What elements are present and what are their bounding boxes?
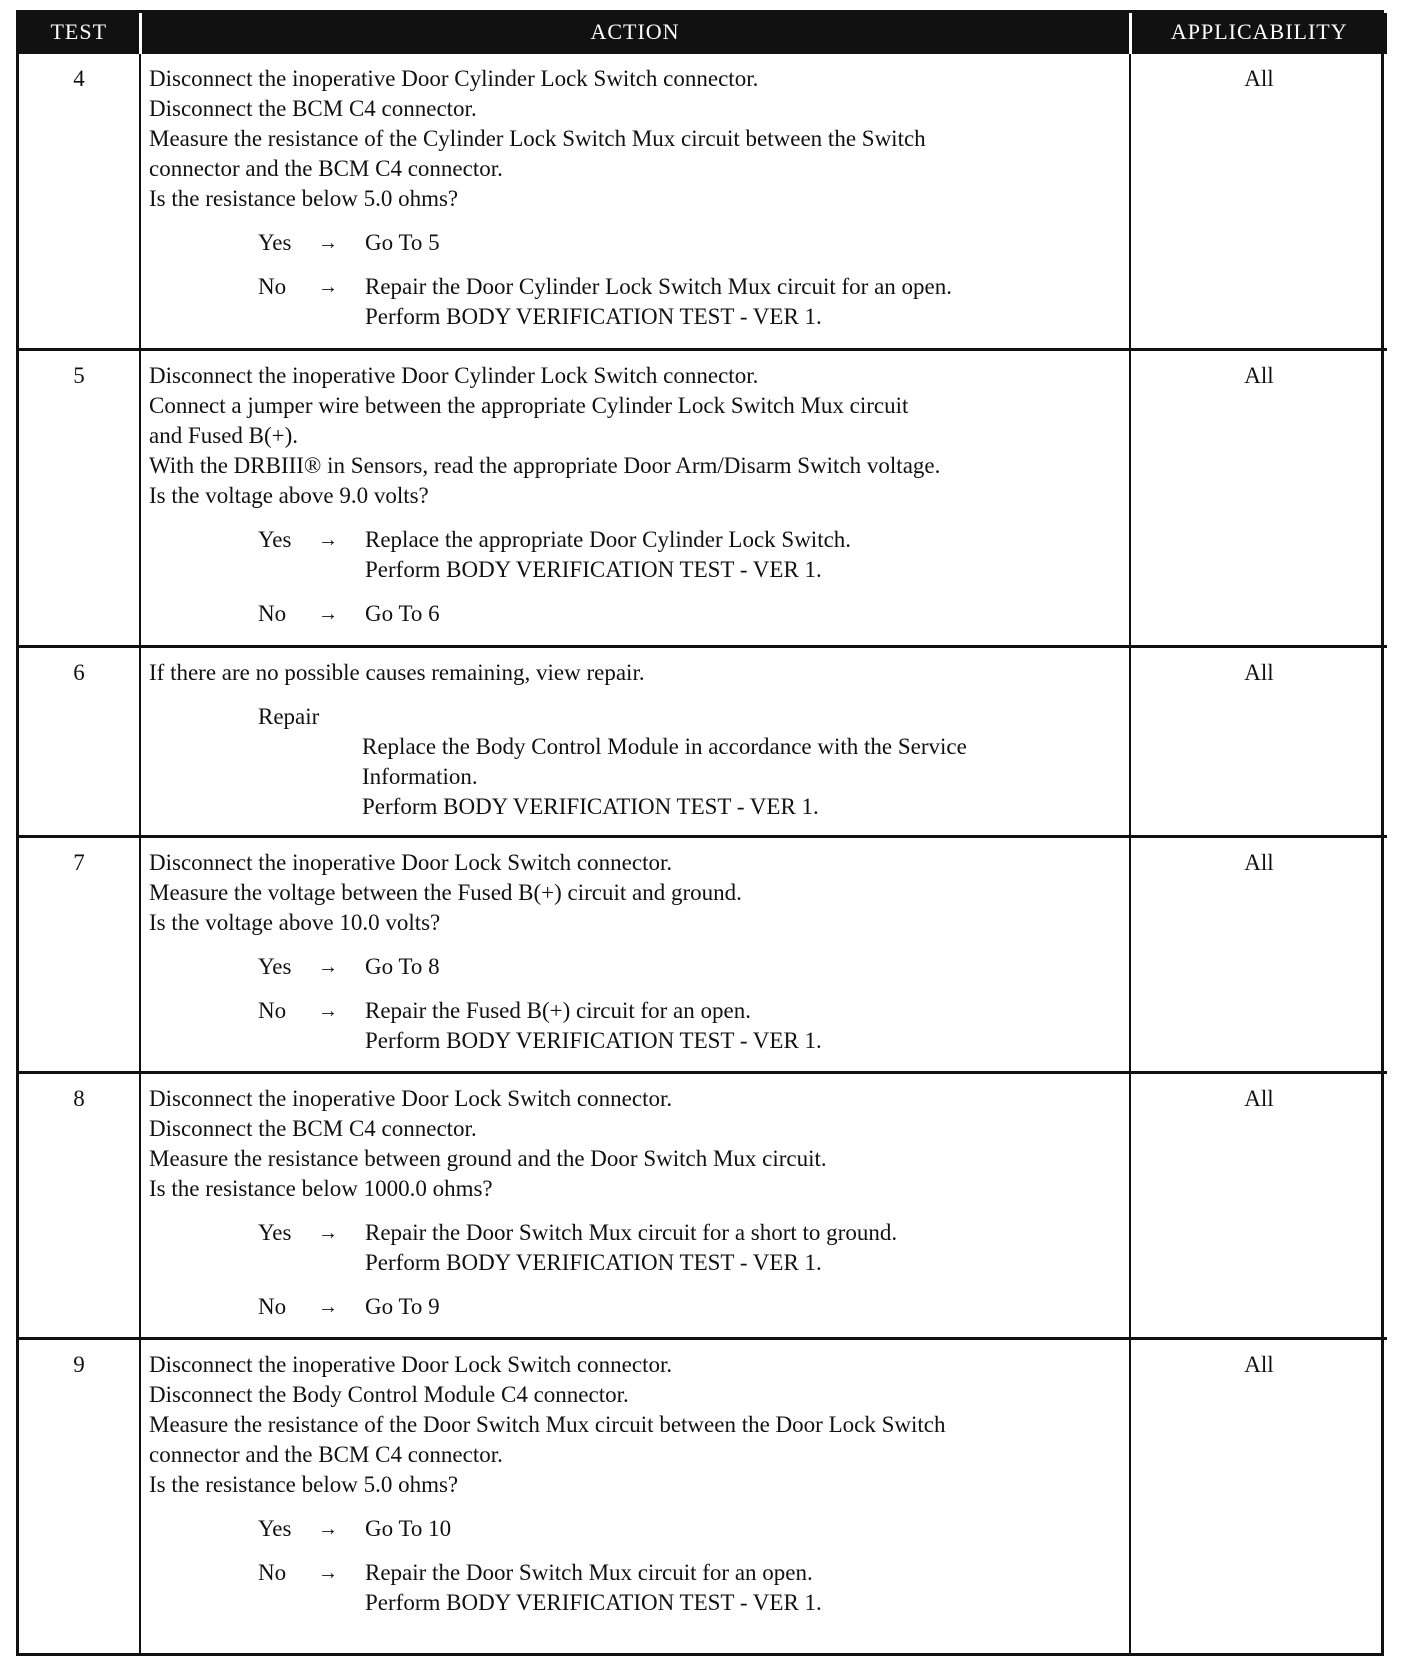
instruction-line: connector and the BCM C4 connector. [149,1442,503,1468]
instruction-line: Measure the voltage between the Fused B(+) circuit and ground. [149,880,742,906]
table-body [19,53,1387,1654]
outcome-result [365,599,440,629]
instruction-line: Is the resistance below 5.0 ohms? [149,1472,459,1498]
right-arrow-icon: → [318,602,338,625]
result-line: Perform BODY VERIFICATION TEST - VER 1. [365,1590,822,1616]
outcome-yes [149,1218,1121,1278]
right-arrow-icon: → [318,1296,338,1319]
outcome-no [149,272,1121,332]
applicability-value: All [1130,53,1387,350]
instruction-line: Disconnect the Body Control Module C4 connector. [149,1382,629,1408]
test-number: 9 [19,1339,140,1653]
outcome-label: No [258,274,287,299]
right-arrow-icon: → [318,232,338,254]
instruction-line: Measure the resistance of the Door Switch Mux circuit between the Door Lock Switch [149,1412,946,1438]
instruction-line: and Fused B(+). [149,422,299,448]
instruction-line: connector and the BCM C4 connector. [149,156,503,181]
table-row [19,1339,1387,1653]
table-row [19,349,1387,646]
test-number: 5 [19,349,140,646]
action-cell [140,837,1130,1073]
table-row [19,1073,1387,1339]
instruction-line: Disconnect the BCM C4 connector. [149,96,477,121]
test-number: 8 [19,1073,140,1339]
right-arrow-icon: → [318,1518,338,1541]
outcome-yes [149,952,1121,982]
outcome-result [365,1292,440,1322]
action-instructions [149,1350,1121,1500]
outcome-label: Yes [258,230,292,255]
result-line: Replace the appropriate Door Cylinder Lock Switch. [365,526,852,552]
applicability-value: All [1130,349,1387,646]
table-row [19,837,1387,1073]
outcome-yes [149,1514,1121,1544]
right-arrow-icon: → [318,528,338,551]
repair-line: Information. [362,763,478,789]
instruction-line: Disconnect the inoperative Door Lock Switch connector. [149,1086,673,1112]
outcome-result [365,272,952,332]
instruction-line: Disconnect the inoperative Door Lock Switch connector. [149,1352,673,1378]
outcome-result [365,996,822,1056]
applicability-value: All [1130,1339,1387,1653]
result-line: Repair the Fused B(+) circuit for an open. [365,998,751,1024]
test-number: 6 [19,646,140,837]
outcome-result [365,1218,897,1278]
instruction-line: Is the voltage above 9.0 volts? [149,482,429,508]
repair-instructions [258,732,1121,822]
instruction-line: Connect a jumper wire between the appropriate Cylinder Lock Switch Mux circuit [149,392,909,418]
outcome-label: Yes [258,1220,292,1246]
outcome-no [149,599,1121,629]
table-row [19,646,1387,837]
outcome-result [365,1558,822,1618]
action-cell [140,53,1130,350]
outcome-yes [149,228,1121,258]
outcome-result [365,1514,451,1544]
applicability-value: All [1130,837,1387,1073]
table-row [19,53,1387,350]
outcome-yes [149,525,1121,585]
applicability-value: All [1130,1073,1387,1339]
applicability-value: All [1130,646,1387,837]
instruction-line: Disconnect the BCM C4 connector. [149,1116,477,1142]
instruction-line: With the DRBIII® in Sensors, read the appropriate Door Arm/Disarm Switch voltage. [149,452,941,478]
instruction-line: Measure the resistance between ground and the Door Switch Mux circuit. [149,1146,827,1172]
instruction-line: If there are no possible causes remaining, view repair. [149,659,645,685]
instruction-line: Is the voltage above 10.0 volts? [149,910,441,936]
outcome-label: No [258,600,287,626]
result-line: Perform BODY VERIFICATION TEST - VER 1. [365,1028,822,1054]
result-line: Go To 10 [365,1516,452,1542]
action-instructions [149,848,1121,938]
action-cell [140,1339,1130,1653]
action-cell [140,1073,1130,1339]
result-line: Go To 5 [365,230,440,255]
repair-line: Replace the Body Control Module in accordance with the Service [362,733,967,759]
result-line: Repair the Door Switch Mux circuit for a short to ground. [365,1220,898,1246]
repair-line: Perform BODY VERIFICATION TEST - VER 1. [362,793,819,819]
right-arrow-icon: → [318,956,338,979]
repair-block [149,702,1121,822]
outcome-label: Yes [258,954,292,980]
result-line: Repair the Door Switch Mux circuit for an open. [365,1560,813,1586]
outcome-result [365,228,440,258]
action-instructions [149,64,1121,214]
outcome-label: Yes [258,526,292,552]
action-cell [140,349,1130,646]
outcome-label: No [258,1294,287,1320]
diagnostic-table-container [16,10,1384,1656]
instruction-line: Measure the resistance of the Cylinder Lock Switch Mux circuit between the Switch [149,126,926,151]
test-number: 4 [19,53,140,350]
column-header-action: ACTION [140,13,1130,53]
outcome-no [149,1292,1121,1322]
diagnostic-test-table [19,13,1387,1653]
column-header-test: TEST [19,13,140,53]
action-cell [140,646,1130,837]
outcome-result [365,525,851,585]
result-line: Go To 8 [365,954,440,980]
table-header-row [19,13,1387,53]
instruction-line: Disconnect the inoperative Door Cylinder Lock Switch connector. [149,362,759,388]
outcome-label: Yes [258,1516,292,1542]
outcome-result [365,952,440,982]
result-line: Repair the Door Cylinder Lock Switch Mux circuit for an open. [365,274,952,299]
right-arrow-icon: → [318,1222,338,1245]
outcome-label: No [258,1560,287,1586]
right-arrow-icon: → [318,1000,338,1023]
instruction-line: Disconnect the inoperative Door Cylinder Lock Switch connector. [149,66,759,91]
action-instructions [149,1084,1121,1204]
instruction-line: Is the resistance below 5.0 ohms? [149,186,459,211]
result-line: Perform BODY VERIFICATION TEST - VER 1. [365,304,822,329]
outcome-no [149,996,1121,1056]
result-line: Perform BODY VERIFICATION TEST - VER 1. [365,1250,822,1276]
result-line: Go To 9 [365,1294,440,1320]
instruction-line: Is the resistance below 1000.0 ohms? [149,1176,493,1202]
action-instructions [149,658,1121,688]
right-arrow-icon: → [318,276,338,298]
action-instructions [149,361,1121,511]
instruction-line: Disconnect the inoperative Door Lock Switch connector. [149,850,673,876]
result-line: Go To 6 [365,600,440,626]
result-line: Perform BODY VERIFICATION TEST - VER 1. [365,556,822,582]
test-number: 7 [19,837,140,1073]
outcome-label: No [258,998,287,1024]
outcome-no [149,1558,1121,1618]
column-header-applicability: APPLICABILITY [1130,13,1387,53]
right-arrow-icon: → [318,1562,338,1585]
repair-label: Repair [258,703,320,729]
